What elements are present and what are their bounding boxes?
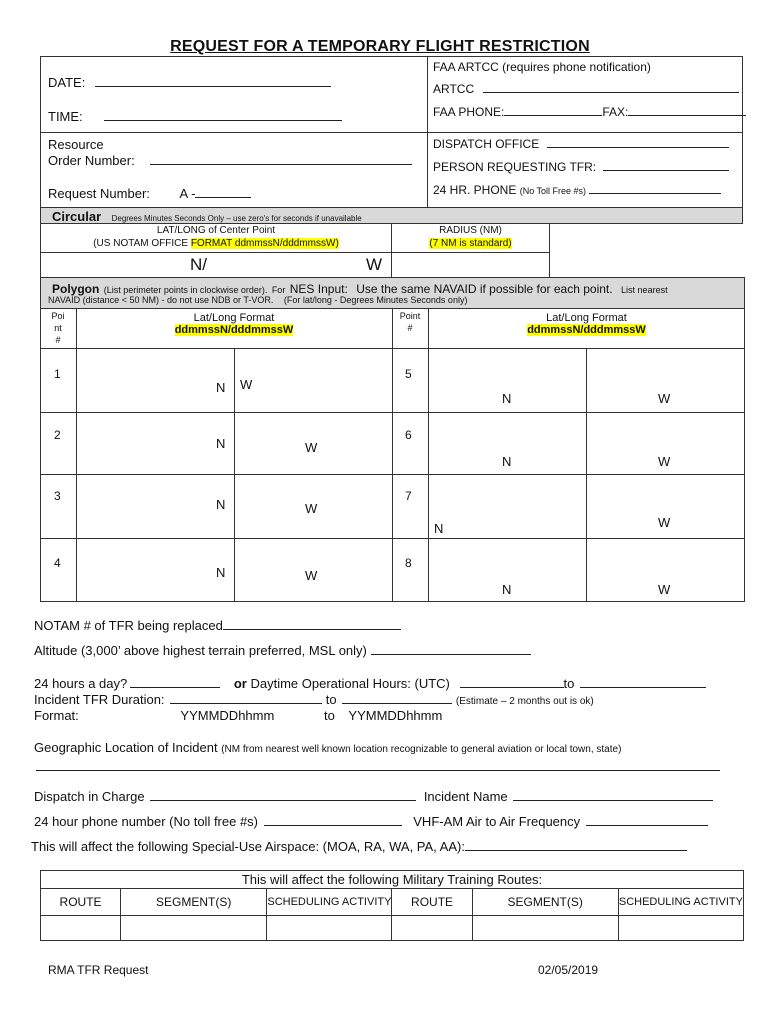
phone24-field[interactable]: 24 HR. PHONE (No Toll Free #s) — [433, 183, 721, 197]
mtr-cell[interactable] — [392, 916, 472, 941]
point-number: 1 — [54, 367, 61, 381]
w-mark: W — [305, 440, 318, 455]
w-mark: W — [658, 454, 671, 469]
geo-location-label: Geographic Location of Incident (NM from nearest well known location recognizable to general aviation or local town, state) — [34, 740, 622, 755]
point-header-left: Poi nt # — [51, 311, 65, 345]
n-mark: N — [216, 380, 226, 395]
w-mark: W — [658, 515, 671, 530]
person-requesting-field[interactable]: PERSON REQUESTING TFR: — [433, 160, 729, 174]
polygon-note: NAVAID (distance < 50 NM) - do not use NDB or T-VOR. (For lat/long - Degrees Minutes Seconds only) — [48, 295, 468, 305]
mtr-col-header: ROUTE — [41, 889, 121, 916]
latlong-subheader: (US NOTAM OFFICE FORMAT ddmmssN/dddmmssW) — [93, 238, 339, 249]
point-header-right: Point # — [399, 311, 421, 333]
date-field[interactable]: DATE: — [48, 75, 331, 90]
hours-field[interactable]: 24 hours a day? or Daytime Operational Hours: (UTC) to — [34, 676, 706, 691]
faa-artcc-label: FAA ARTCC (requires phone notification) — [433, 60, 651, 74]
request-number-field[interactable]: Request Number: A - — [48, 186, 251, 201]
mtr-cell[interactable] — [618, 916, 743, 941]
special-use-field[interactable]: This will affect the following Special-Use Airspace: (MOA, RA, WA, PA, AA): — [31, 839, 687, 854]
mtr-cell[interactable] — [472, 916, 618, 941]
n-mark: N — [216, 565, 226, 580]
mtr-col-header: SCHEDULING ACTIVITY — [618, 889, 743, 916]
point-number: 7 — [405, 489, 412, 503]
time-field[interactable]: TIME: — [48, 109, 342, 124]
format-header-left: Lat/Long Format ddmmssN/dddmmssW — [174, 312, 294, 336]
point-number: 4 — [54, 556, 61, 570]
resource-label: Resource — [48, 137, 104, 152]
point-number: 2 — [54, 428, 61, 442]
n-mark: N — [502, 582, 512, 597]
page-title: REQUEST FOR A TEMPORARY FLIGHT RESTRICTION — [170, 38, 590, 55]
duration-field[interactable]: Incident TFR Duration: to (Estimate – 2 months out is ok) — [34, 692, 594, 707]
point-number: 5 — [405, 367, 412, 381]
n-mark: N — [502, 454, 512, 469]
footer-date: 02/05/2019 — [538, 963, 599, 977]
latlong-header: LAT/LONG of Center Point — [156, 225, 276, 236]
notam-replaced-field[interactable]: NOTAM # of TFR being replaced — [34, 618, 401, 633]
phone24-number-field[interactable]: 24 hour phone number (No toll free #s) VHF-AM Air to Air Frequency — [34, 814, 708, 829]
point-number: 8 — [405, 556, 412, 570]
circular-n-mark: N/ — [190, 255, 207, 274]
footer-left: RMA TFR Request — [48, 963, 149, 977]
circular-w-mark: W — [366, 255, 383, 274]
polygon-heading: Polygon (List perimeter points in clockwise order). For NES Input: Use the same NAVAID if possible for each point. List nearest — [52, 282, 668, 296]
mtr-col-header: ROUTE — [392, 889, 472, 916]
n-mark: N — [434, 521, 444, 536]
mtr-table — [40, 870, 744, 941]
w-mark: W — [305, 501, 318, 516]
format-row: Format: YYMMDDhhmm to YYMMDDhhmm — [34, 708, 443, 723]
circular-latlong-input[interactable] — [48, 256, 378, 276]
mtr-col-header: SCHEDULING ACTIVITY — [267, 889, 392, 916]
faa-phone-field[interactable]: FAA PHONE: FAX: — [433, 105, 746, 119]
w-mark: W — [240, 377, 253, 392]
dispatch-in-charge-field[interactable]: Dispatch in Charge Incident Name — [34, 789, 713, 804]
n-mark: N — [502, 391, 512, 406]
point-number: 6 — [405, 428, 412, 442]
circular-radius-input[interactable] — [398, 256, 544, 276]
mtr-heading: This will affect the following Military Training Routes: — [41, 871, 744, 889]
w-mark: W — [305, 568, 318, 583]
mtr-cell[interactable] — [121, 916, 267, 941]
mtr-cell[interactable] — [267, 916, 392, 941]
n-mark: N — [216, 436, 226, 451]
mtr-col-header: SEGMENT(S) — [472, 889, 618, 916]
order-number-field[interactable]: Order Number: — [48, 153, 412, 168]
w-mark: W — [658, 391, 671, 406]
altitude-field[interactable]: Altitude (3,000’ above highest terrain preferred, MSL only) — [34, 643, 531, 658]
circular-heading: Circular Degrees Minutes Seconds Only – use zero's for seconds if unavailable — [52, 209, 362, 224]
radius-header: RADIUS (NM) — [439, 225, 502, 236]
point-number: 3 — [54, 489, 61, 503]
radius-subheader: (7 NM is standard) — [429, 238, 512, 249]
geo-location-input[interactable] — [36, 770, 720, 771]
format-header-right: Lat/Long Format ddmmssN/dddmmssW — [527, 312, 646, 336]
w-mark: W — [658, 582, 671, 597]
mtr-cell[interactable] — [41, 916, 121, 941]
dispatch-office-field[interactable]: DISPATCH OFFICE — [433, 137, 729, 151]
artcc-field[interactable]: ARTCC — [433, 82, 739, 96]
n-mark: N — [216, 497, 226, 512]
mtr-col-header: SEGMENT(S) — [121, 889, 267, 916]
